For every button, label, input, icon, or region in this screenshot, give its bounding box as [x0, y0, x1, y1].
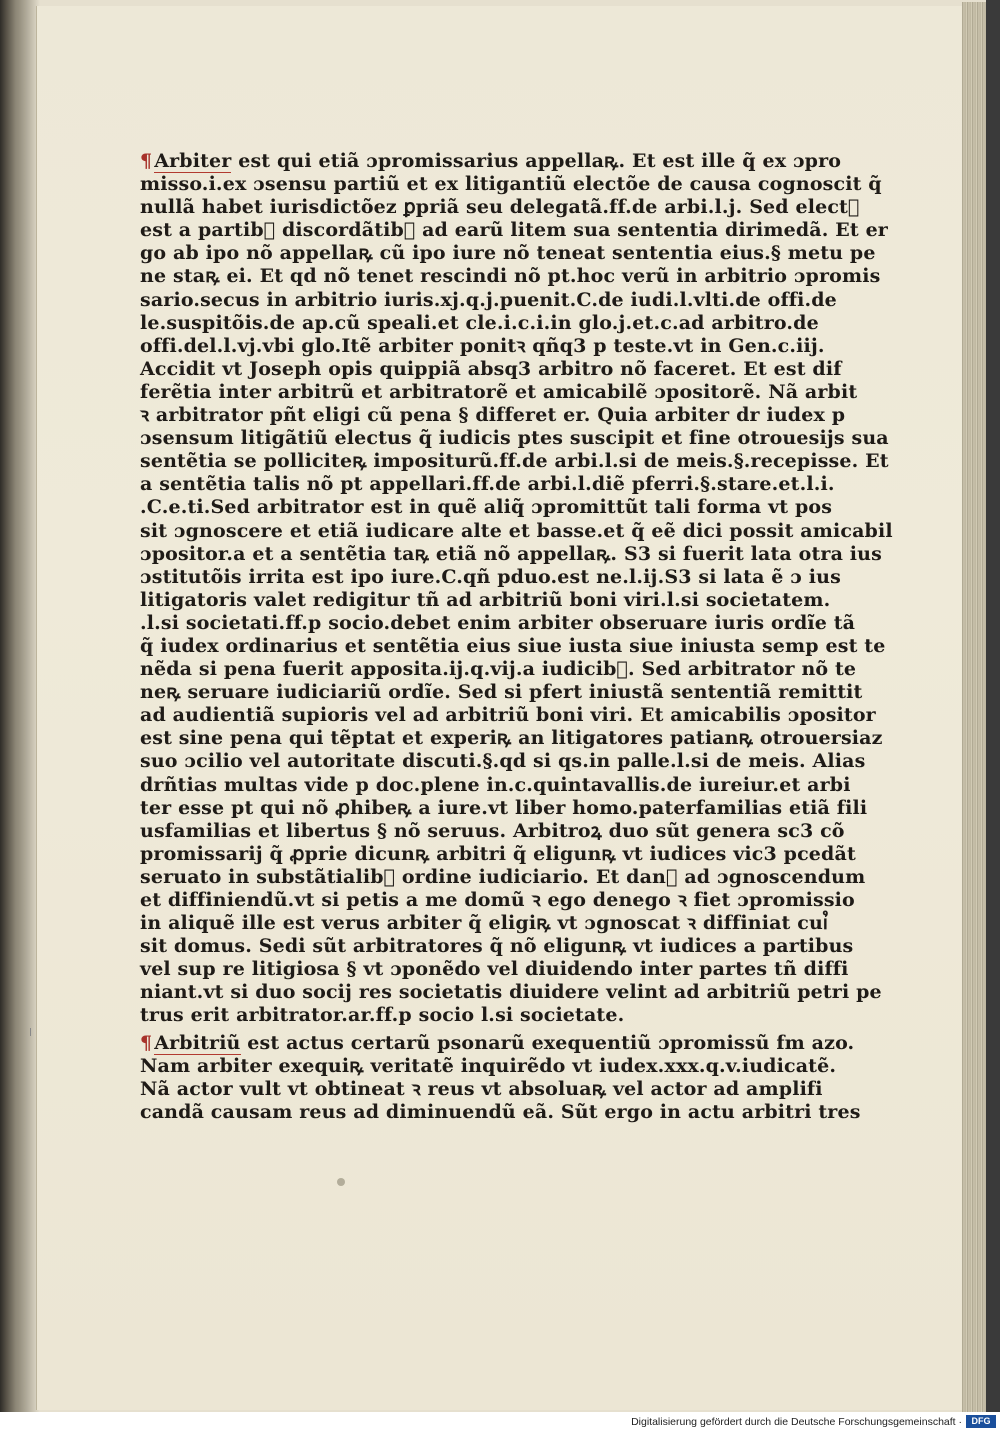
line-text: le.suspitõis.de ap.cũ speali.et cle.i.c.i.in glo.j.et.c.ad arbitro.de [140, 311, 819, 334]
text-line [140, 958, 849, 981]
text-line [140, 727, 883, 750]
text-line [140, 611, 856, 635]
line-text: candã causam reus ad diminuendũ eã. Sũt ergo in actu arbitri tres [140, 1100, 861, 1123]
text-line [140, 542, 882, 566]
text-line [140, 288, 837, 312]
text-line [140, 334, 825, 358]
text-line [140, 173, 882, 196]
line-text: ɔstitutõis irrita est ipo iure.C.qñ pduo.est ne.l.ij.S3 si lata ẽ ɔ ius [140, 565, 841, 588]
text-line [140, 889, 855, 912]
text-line [140, 588, 831, 612]
text-line [140, 704, 876, 727]
text-line [140, 473, 835, 496]
line-text: est a partib᷒ discordãtib᷒ ad earũ litem sua sententia dirimedã. Et er [140, 219, 888, 242]
line-text: go ab ipo nõ appellaꝶ cũ ipo iure nõ teneat sententia eius.§ metu pe [140, 242, 876, 265]
line-text: ad audientiã supioris vel ad arbitriũ boni viri. Et amicabilis ɔpositor [140, 704, 876, 727]
line-text: est sine pena qui tẽptat et experiꝶ an litigatores patianꝶ otrouersiaz [140, 727, 883, 750]
text-line [140, 750, 866, 773]
text-line [140, 565, 841, 589]
line-text: est actus certarũ psonarũ exequentiũ ɔpromissũ fm azo. [240, 1031, 855, 1054]
text-line [140, 450, 889, 473]
line-text: drñtias multas vide p doc.plene in.c.quintavallis.de iureiur.et arbi [140, 773, 851, 796]
line-text: promissarij q̃ ꝓprie dicunꝶ arbitri q̃ eligunꝶ vt iudices vic3 pcedãt [140, 842, 856, 865]
line-text: niant.vt si duo socij res societatis diuidere velint ad arbitriũ petri pe [140, 981, 882, 1004]
line-text: Nam arbiter exequiꝶ veritatẽ inquirẽdo vt iudex.xxx.q.v.iudicatẽ. [140, 1054, 837, 1077]
line-text: a sentẽtia talis nõ pt appellari.ff.de arbi.l.diẽ pferri.§.stare.et.l.i. [140, 473, 835, 496]
entry-headword: Arbiter [154, 150, 232, 172]
text-line [140, 796, 868, 820]
text-line [140, 242, 876, 265]
text-line [140, 912, 828, 935]
line-text: litigatoris valet redigitur tñ ad arbitriũ boni viri.l.si societatem. [140, 588, 831, 611]
line-text: sit domus. Sedi sũt arbitratores q̃ nõ eligunꝶ vt iudices a partibus [140, 935, 854, 958]
line-text: offi.del.l.vj.vbi glo.Itẽ arbiter ponitꝛ qñq3 p teste.vt in Gen.c.iij. [140, 334, 825, 357]
line-text: ɔsensum litigãtiũ electus q̃ iudicis ptes suscipit et fine otrouesijs sua [140, 427, 889, 450]
line-text: seruato in substãtialib᷒ ordine iudiciario. Et danꝶ ad ɔgnoscendum [140, 865, 866, 888]
text-line [140, 1077, 823, 1101]
text-line [140, 1054, 837, 1078]
paragraph-mark: ¶ [140, 1031, 153, 1054]
text-line [140, 773, 851, 797]
text-line [140, 1004, 740, 1027]
line-text: sit ɔgnoscere et etiã iudicare alte et basse.et q̃ eẽ dici possit amicabil [140, 519, 893, 542]
line-text: q̃ iudex ordinarius et sentẽtia eius siue iusta siue iniusta semp est te [140, 634, 886, 657]
book-spine [0, 0, 40, 1412]
line-text: in aliquẽ ille est verus arbiter q̃ eligiꝶ vt ɔgnoscat ꝛ diffiniat cui᷒ [140, 912, 828, 935]
text-line [140, 865, 866, 889]
line-text: vel sup re litigiosa § vt ɔponẽdo vel diuidendo inter partes tñ diffi [140, 958, 849, 981]
line-text: Nã actor vult vt obtineat ꝛ reus vt absoluaꝶ vel actor ad amplifi [140, 1077, 823, 1100]
line-text: neꝶ seruare iudiciariũ ordĩe. Sed si pfert iniustã sententiã remittit [140, 681, 863, 704]
entry-headword: Arbitriũ [154, 1031, 241, 1054]
text-line [140, 634, 886, 658]
line-text: ꝛ arbitrator pñt eligi cũ pena § differet er. Quia arbiter dr iudex p [140, 404, 846, 427]
entry-first-line [140, 1031, 855, 1055]
text-line [140, 1100, 861, 1124]
paper-spot [337, 1178, 345, 1186]
text-line [140, 196, 860, 219]
text-line [140, 380, 858, 404]
line-text: sentẽtia se polliciteꝶ impositurũ.ff.de arbi.l.si de meis.§.recepisse. Et [140, 450, 889, 473]
line-text: ne staꝶ ei. Et qd nõ tenet rescindi nõ pt.hoc verũ in arbitrio ɔpromis [140, 265, 881, 288]
text-line [140, 681, 863, 704]
line-text: sario.secus in arbitrio iuris.xj.q.j.puenit.C.de iudi.l.vlti.de offi.de [140, 288, 837, 311]
line-text: .C.e.ti.Sed arbitrator est in quẽ aliq̃ ɔpromittũt tali forma vt pos [140, 496, 833, 519]
entry-first-line [140, 150, 842, 173]
text-line [140, 496, 833, 519]
page-edges [962, 2, 986, 1412]
line-text: nullã habet iurisdictõez ꝑpriã seu delegatã.ff.de arbi.l.j. Sed elect᷒ [140, 196, 860, 219]
text-line [140, 219, 888, 242]
line-text: ɔpositor.a et a sentẽtia taꝶ etiã nõ appellaꝶ. S3 si fuerit lata otra ius [140, 542, 882, 565]
text-line [140, 427, 889, 450]
footer-bar [0, 1412, 1000, 1432]
digitization-credit: Digitalisierung gefördert durch die Deutsche Forschungsgemeinschaft · [631, 1416, 962, 1428]
line-text: .l.si societati.ff.p socio.debet enim arbiter obseruare iuris ordĩe tã [140, 611, 856, 634]
text-line [140, 935, 854, 958]
text-line [140, 658, 857, 681]
line-text: usfamilias et libertus § nõ seruus. Arbitroꝝ duo sũt genera sc3 cõ [140, 819, 845, 842]
line-text: ferẽtia inter arbitrũ et arbitratorẽ et amicabilẽ ɔpositorẽ. Nã arbit [140, 380, 858, 403]
line-text: Accidit vt Joseph opis quippiã absq3 arbitro nõ faceret. Et est dif [140, 357, 842, 380]
text-line [140, 981, 882, 1004]
line-text: et diffiniendũ.vt si petis a me domũ ꝛ ego denego ꝛ fiet ɔpromissio [140, 889, 855, 911]
text-line [140, 519, 893, 543]
line-text: misso.i.ex ɔsensu partiũ et ex litigantiũ electõe de causa cognoscit q̃ [140, 173, 882, 196]
right-border [986, 0, 1000, 1412]
margin-mark [30, 1028, 35, 1036]
text-line [140, 404, 846, 427]
line-text: nẽda si pena fuerit apposita.ij.q.vij.a iudicib᷒. Sed arbitrator nõ te [140, 658, 857, 681]
text-line [140, 311, 819, 335]
paragraph-mark: ¶ [140, 150, 153, 172]
line-text: trus erit arbitrator.ar.ff.p socio l.si societate. [140, 1004, 625, 1027]
text-line [140, 842, 856, 866]
printed-text-column [140, 150, 893, 1124]
line-text: suo ɔcilio vel autoritate discuti.§.qd si qs.in palle.l.si de meis. Alias [140, 750, 866, 773]
line-text: est qui etiã ɔpromissarius appellaꝶ. Et est ille q̃ ex ɔpro [231, 150, 842, 172]
dfg-logo: DFG [966, 1415, 996, 1428]
text-line [140, 357, 842, 381]
text-line [140, 265, 881, 288]
text-line [140, 819, 845, 843]
line-text: ter esse pt qui nõ ꝓhibeꝶ a iure.vt liber homo.paterfamilias etiã fili [140, 796, 868, 819]
